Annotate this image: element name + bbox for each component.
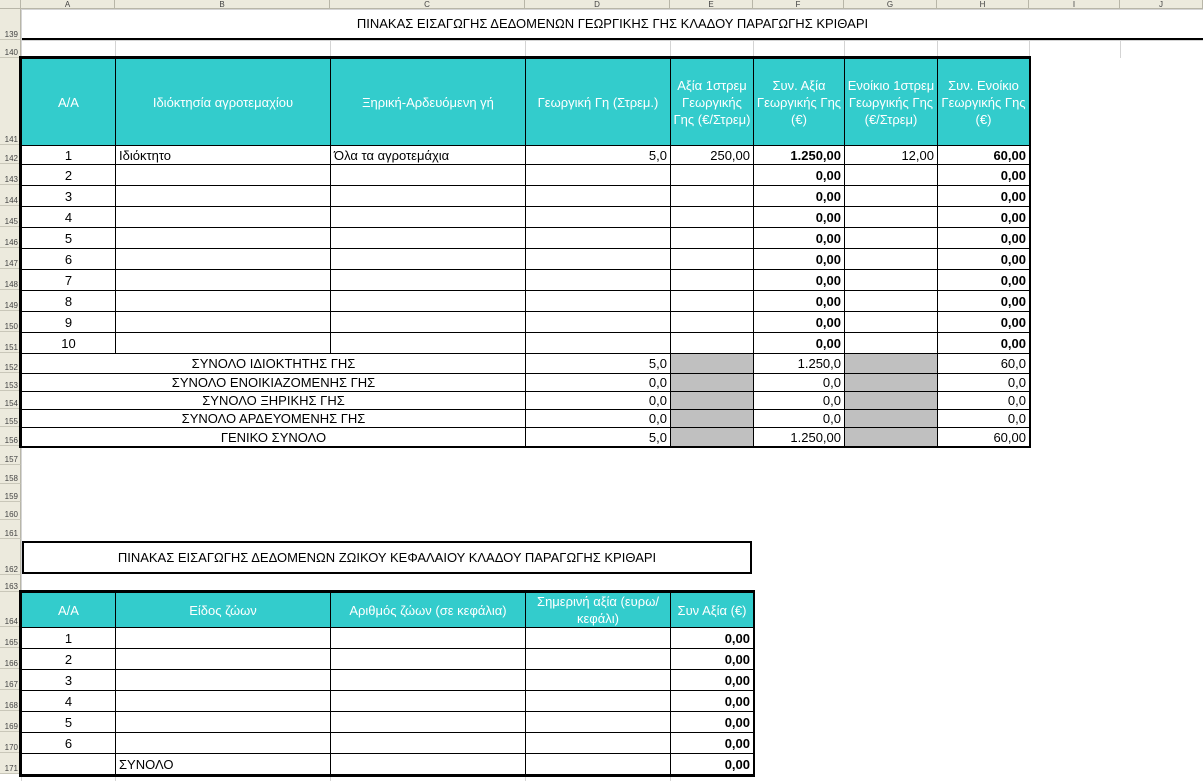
gridline-row: [21, 40, 1203, 41]
row-header-147[interactable]: 147: [0, 248, 21, 269]
livestock-cell-r3-c5[interactable]: 0,00: [670, 669, 754, 691]
row-header-140[interactable]: 140: [0, 40, 21, 58]
land-header-7: Ενοίκιο 1στρεμ Γεωργικής Γης (€/Στρεμ): [844, 58, 938, 146]
livestock-header-5: Συν Αξία (€): [670, 592, 754, 628]
land-summary-area[interactable]: 0,0: [525, 409, 671, 428]
land-summary-area[interactable]: 5,0: [525, 353, 671, 374]
land-summary-disabled: [844, 353, 938, 374]
title-underline: [22, 38, 1203, 40]
land-cell-r4-c1[interactable]: 4: [21, 206, 116, 228]
land-summary-disabled: [844, 427, 938, 447]
land-cell-r6-c1[interactable]: 6: [21, 248, 116, 270]
land-cell-r5-c5[interactable]: [670, 227, 754, 249]
land-cell-r5-c7[interactable]: [844, 227, 938, 249]
land-cell-r9-c5[interactable]: [670, 311, 754, 333]
livestock-header-3: Αριθμός ζώων (σε κεφάλια): [330, 592, 526, 628]
land-summary-value[interactable]: 0,0: [753, 409, 845, 428]
land-cell-r2-c8[interactable]: 0,00: [937, 164, 1030, 186]
livestock-header-1: Α/Α: [21, 592, 116, 628]
livestock-cell-r6-c2[interactable]: [115, 732, 331, 754]
land-cell-r8-c6[interactable]: 0,00: [753, 290, 845, 312]
land-cell-r5-c8[interactable]: 0,00: [937, 227, 1030, 249]
land-summary-value[interactable]: 0,0: [753, 373, 845, 392]
land-cell-r1-c7[interactable]: 12,00: [844, 145, 938, 165]
column-header-b[interactable]: B: [115, 0, 330, 9]
column-header-h[interactable]: H: [937, 0, 1029, 9]
land-cell-r6-c8[interactable]: 0,00: [937, 248, 1030, 270]
row-header-164[interactable]: 164: [0, 592, 21, 627]
land-cell-r5-c1[interactable]: 5: [21, 227, 116, 249]
livestock-cell-r5-c3[interactable]: [330, 711, 526, 733]
row-header-146[interactable]: 146: [0, 227, 21, 248]
land-cell-r7-c5[interactable]: [670, 269, 754, 291]
land-cell-r9-c6[interactable]: 0,00: [753, 311, 845, 333]
land-summary-label: ΓΕΝΙΚΟ ΣΥΝΟΛΟ: [21, 427, 526, 447]
land-summary-label: ΣΥΝΟΛΟ ΑΡΔΕΥΟΜΕΝΗΣ ΓΗΣ: [21, 409, 526, 428]
livestock-header-4: Σημερινή αξία (ευρω/κεφάλι): [525, 592, 671, 628]
livestock-header-2: Είδος ζώων: [115, 592, 331, 628]
row-header-170[interactable]: 170: [0, 732, 21, 753]
land-cell-r8-c2[interactable]: [115, 290, 331, 312]
land-cell-r10-c3[interactable]: [330, 332, 526, 354]
livestock-cell-r1-c2[interactable]: [115, 627, 331, 649]
land-cell-r6-c3[interactable]: [330, 248, 526, 270]
land-cell-r10-c2[interactable]: [115, 332, 331, 354]
land-cell-r1-c8[interactable]: 60,00: [937, 145, 1030, 165]
livestock-cell-r1-c4[interactable]: [525, 627, 671, 649]
land-cell-r10-c6[interactable]: 0,00: [753, 332, 845, 354]
land-summary-disabled: [844, 391, 938, 410]
land-cell-r5-c4[interactable]: [525, 227, 671, 249]
row-header-167[interactable]: 167: [0, 669, 21, 690]
land-cell-r4-c8[interactable]: 0,00: [937, 206, 1030, 228]
corner-select-all[interactable]: [0, 0, 21, 9]
land-cell-r7-c2[interactable]: [115, 269, 331, 291]
land-cell-r4-c3[interactable]: [330, 206, 526, 228]
land-cell-r6-c5[interactable]: [670, 248, 754, 270]
row-header-153[interactable]: 153: [0, 373, 21, 391]
land-summary-rent[interactable]: 0,0: [937, 409, 1030, 428]
land-cell-r9-c3[interactable]: [330, 311, 526, 333]
livestock-cell-r6-c5[interactable]: 0,00: [670, 732, 754, 754]
row-header-155[interactable]: 155: [0, 409, 21, 427]
blank-area: [1029, 58, 1203, 446]
column-header-e[interactable]: E: [670, 0, 753, 9]
land-cell-r7-c8[interactable]: 0,00: [937, 269, 1030, 291]
land-summary-disabled: [670, 427, 754, 447]
land-summary-disabled: [670, 373, 754, 392]
row-header-143[interactable]: 143: [0, 164, 21, 185]
land-cell-r2-c3[interactable]: [330, 164, 526, 186]
column-header-d[interactable]: D: [525, 0, 670, 9]
livestock-cell-r4-c5[interactable]: 0,00: [670, 690, 754, 712]
land-cell-r3-c7[interactable]: [844, 185, 938, 207]
land-cell-r3-c4[interactable]: [525, 185, 671, 207]
land-cell-r2-c7[interactable]: [844, 164, 938, 186]
column-header-j[interactable]: J: [1120, 0, 1203, 9]
land-cell-r8-c5[interactable]: [670, 290, 754, 312]
livestock-cell-r5-c5[interactable]: 0,00: [670, 711, 754, 733]
land-table-title: ΠΙΝΑΚΑΣ ΕΙΣΑΓΩΓΗΣ ΔΕΔΟΜΕΝΩΝ ΓΕΩΡΓΙΚΗΣ ΓΗΣ ΚΛΑΔΟΥ ΠΑΡΑΓΩΓΗΣ ΚΡΙΘΑΡΙ: [356, 15, 869, 31]
livestock-cell-r3-c1[interactable]: 3: [21, 669, 116, 691]
livestock-cell-r2-c3[interactable]: [330, 648, 526, 670]
land-cell-r4-c6[interactable]: 0,00: [753, 206, 845, 228]
land-cell-r3-c6[interactable]: 0,00: [753, 185, 845, 207]
land-summary-rent[interactable]: 0,0: [937, 391, 1030, 410]
livestock-total-c5[interactable]: 0,00: [670, 753, 754, 775]
row-header-156[interactable]: 156: [0, 427, 21, 446]
land-cell-r7-c4[interactable]: [525, 269, 671, 291]
livestock-cell-r3-c3[interactable]: [330, 669, 526, 691]
land-summary-disabled: [670, 391, 754, 410]
land-summary-value[interactable]: 0,0: [753, 391, 845, 410]
land-summary-value[interactable]: 1.250,0: [753, 353, 845, 374]
land-summary-area[interactable]: 0,0: [525, 373, 671, 392]
row-header-150[interactable]: 150: [0, 311, 21, 332]
land-cell-r9-c4[interactable]: [525, 311, 671, 333]
column-header-f[interactable]: F: [753, 0, 844, 9]
row-header-168[interactable]: 168: [0, 690, 21, 711]
land-cell-r8-c8[interactable]: 0,00: [937, 290, 1030, 312]
land-header-3: Ξηρική-Αρδευόμενη γή: [330, 58, 526, 146]
land-summary-label: ΣΥΝΟΛΟ ΕΝΟΙΚΙΑΖΟΜΕΝΗΣ ΓΗΣ: [21, 373, 526, 392]
land-summary-label: ΣΥΝΟΛΟ ΙΔΙΟΚΤΗΤΗΣ ΓΗΣ: [21, 353, 526, 374]
livestock-cell-r2-c1[interactable]: 2: [21, 648, 116, 670]
livestock-table-title: ΠΙΝΑΚΑΣ ΕΙΣΑΓΩΓΗΣ ΔΕΔΟΜΕΝΩΝ ΖΩΙΚΟΥ ΚΕΦΑΛΑΙΟΥ ΚΛΑΔΟΥ ΠΑΡΑΓΩΓΗΣ ΚΡΙΘΑΡΙ: [22, 541, 752, 574]
livestock-cell-r3-c2[interactable]: [115, 669, 331, 691]
row-header-142[interactable]: 142: [0, 145, 21, 164]
land-cell-r7-c6[interactable]: 0,00: [753, 269, 845, 291]
row-header-162[interactable]: 162: [0, 539, 21, 575]
land-cell-r2-c1[interactable]: 2: [21, 164, 116, 186]
land-header-2: Ιδιόκτησία αγροτεμαχίου: [115, 58, 331, 146]
land-summary-area[interactable]: 5,0: [525, 427, 671, 447]
livestock-cell-r1-c3[interactable]: [330, 627, 526, 649]
land-cell-r9-c1[interactable]: 9: [21, 311, 116, 333]
land-cell-r8-c3[interactable]: [330, 290, 526, 312]
row-header-159[interactable]: 159: [0, 484, 21, 502]
land-cell-r6-c7[interactable]: [844, 248, 938, 270]
land-cell-r8-c4[interactable]: [525, 290, 671, 312]
land-cell-r10-c7[interactable]: [844, 332, 938, 354]
land-header-4: Γεωργική Γη (Στρεμ.): [525, 58, 671, 146]
land-cell-r7-c1[interactable]: 7: [21, 269, 116, 291]
livestock-total-c4: [525, 753, 671, 775]
land-summary-label: ΣΥΝΟΛΟ ΞΗΡΙΚΗΣ ΓΗΣ: [21, 391, 526, 410]
land-cell-r2-c6[interactable]: 0,00: [753, 164, 845, 186]
land-cell-r3-c1[interactable]: 3: [21, 185, 116, 207]
livestock-cell-r6-c4[interactable]: [525, 732, 671, 754]
land-cell-r4-c5[interactable]: [670, 206, 754, 228]
land-cell-r1-c5[interactable]: 250,00: [670, 145, 754, 165]
land-summary-disabled: [670, 409, 754, 428]
livestock-cell-r4-c1[interactable]: 4: [21, 690, 116, 712]
row-header-148[interactable]: 148: [0, 269, 21, 290]
livestock-cell-r4-c4[interactable]: [525, 690, 671, 712]
land-summary-rent[interactable]: 60,00: [937, 427, 1030, 447]
land-header-6: Συν. Αξία Γεωργικής Γης (€): [753, 58, 845, 146]
land-cell-r1-c3[interactable]: Όλα τα αγροτεμάχια: [330, 145, 526, 165]
land-cell-r6-c6[interactable]: 0,00: [753, 248, 845, 270]
blank-area: [753, 592, 1203, 781]
land-cell-r7-c7[interactable]: [844, 269, 938, 291]
land-cell-r2-c4[interactable]: [525, 164, 671, 186]
row-header-166[interactable]: 166: [0, 648, 21, 669]
column-header-c[interactable]: C: [330, 0, 525, 9]
land-cell-r5-c3[interactable]: [330, 227, 526, 249]
row-header-160[interactable]: 160: [0, 502, 21, 520]
land-cell-r10-c4[interactable]: [525, 332, 671, 354]
row-header-158[interactable]: 158: [0, 465, 21, 484]
land-summary-rent[interactable]: 60,0: [937, 353, 1030, 374]
land-cell-r4-c4[interactable]: [525, 206, 671, 228]
land-cell-r10-c5[interactable]: [670, 332, 754, 354]
livestock-cell-r1-c5[interactable]: 0,00: [670, 627, 754, 649]
land-cell-r3-c8[interactable]: 0,00: [937, 185, 1030, 207]
land-cell-r6-c4[interactable]: [525, 248, 671, 270]
row-header-169[interactable]: 169: [0, 711, 21, 732]
land-cell-r1-c1[interactable]: 1: [21, 145, 116, 165]
land-header-1: Α/Α: [21, 58, 116, 146]
land-cell-r1-c4[interactable]: 5,0: [525, 145, 671, 165]
land-cell-r6-c2[interactable]: [115, 248, 331, 270]
livestock-cell-r3-c4[interactable]: [525, 669, 671, 691]
row-header-171[interactable]: 171: [0, 753, 21, 774]
row-header-157[interactable]: 157: [0, 446, 21, 465]
land-cell-r1-c2[interactable]: Ιδιόκτητο: [115, 145, 331, 165]
blank-area: [22, 446, 1203, 540]
land-cell-r1-c6[interactable]: 1.250,00: [753, 145, 845, 165]
livestock-cell-r2-c4[interactable]: [525, 648, 671, 670]
row-header-144[interactable]: 144: [0, 185, 21, 206]
land-cell-r3-c5[interactable]: [670, 185, 754, 207]
row-header-151[interactable]: 151: [0, 332, 21, 353]
land-cell-r10-c8[interactable]: 0,00: [937, 332, 1030, 354]
livestock-total-c2: ΣΥΝΟΛΟ: [115, 753, 331, 775]
column-header-g[interactable]: G: [844, 0, 937, 9]
livestock-cell-r4-c3[interactable]: [330, 690, 526, 712]
livestock-cell-r2-c5[interactable]: 0,00: [670, 648, 754, 670]
livestock-cell-r6-c3[interactable]: [330, 732, 526, 754]
livestock-cell-r5-c1[interactable]: 5: [21, 711, 116, 733]
row-header-149[interactable]: 149: [0, 290, 21, 311]
row-header-154[interactable]: 154: [0, 391, 21, 409]
land-cell-r4-c2[interactable]: [115, 206, 331, 228]
land-cell-r9-c8[interactable]: 0,00: [937, 311, 1030, 333]
row-header-145[interactable]: 145: [0, 206, 21, 227]
livestock-cell-r6-c1[interactable]: 6: [21, 732, 116, 754]
land-cell-r5-c2[interactable]: [115, 227, 331, 249]
livestock-total-c3: [330, 753, 526, 775]
livestock-cell-r2-c2[interactable]: [115, 648, 331, 670]
land-cell-r3-c3[interactable]: [330, 185, 526, 207]
land-cell-r3-c2[interactable]: [115, 185, 331, 207]
land-cell-r10-c1[interactable]: 10: [21, 332, 116, 354]
land-summary-value[interactable]: 1.250,00: [753, 427, 845, 447]
land-cell-r9-c7[interactable]: [844, 311, 938, 333]
land-cell-r9-c2[interactable]: [115, 311, 331, 333]
livestock-cell-r1-c1[interactable]: 1: [21, 627, 116, 649]
row-header-139[interactable]: 139: [0, 9, 21, 40]
row-header-165[interactable]: 165: [0, 627, 21, 648]
land-summary-rent[interactable]: 0,0: [937, 373, 1030, 392]
livestock-cell-r5-c4[interactable]: [525, 711, 671, 733]
land-summary-disabled: [844, 373, 938, 392]
livestock-cell-r5-c2[interactable]: [115, 711, 331, 733]
land-cell-r5-c6[interactable]: 0,00: [753, 227, 845, 249]
column-header-a[interactable]: A: [21, 0, 115, 9]
land-cell-r4-c7[interactable]: [844, 206, 938, 228]
land-summary-area[interactable]: 0,0: [525, 391, 671, 410]
row-header-141[interactable]: 141: [0, 58, 21, 145]
row-header-163[interactable]: 163: [0, 575, 21, 592]
land-cell-r2-c2[interactable]: [115, 164, 331, 186]
land-header-5: Αξία 1στρεμ Γεωργικής Γης (€/Στρεμ): [670, 58, 754, 146]
land-summary-disabled: [844, 409, 938, 428]
land-header-8: Συν. Ενοίκιο Γεωργικής Γης (€): [937, 58, 1030, 146]
land-cell-r8-c1[interactable]: 8: [21, 290, 116, 312]
land-cell-r8-c7[interactable]: [844, 290, 938, 312]
land-cell-r2-c5[interactable]: [670, 164, 754, 186]
land-summary-disabled: [670, 353, 754, 374]
land-cell-r7-c3[interactable]: [330, 269, 526, 291]
row-header-152[interactable]: 152: [0, 353, 21, 373]
row-header-161[interactable]: 161: [0, 520, 21, 539]
column-header-i[interactable]: I: [1029, 0, 1120, 9]
livestock-total-c1: [21, 753, 116, 775]
livestock-cell-r4-c2[interactable]: [115, 690, 331, 712]
